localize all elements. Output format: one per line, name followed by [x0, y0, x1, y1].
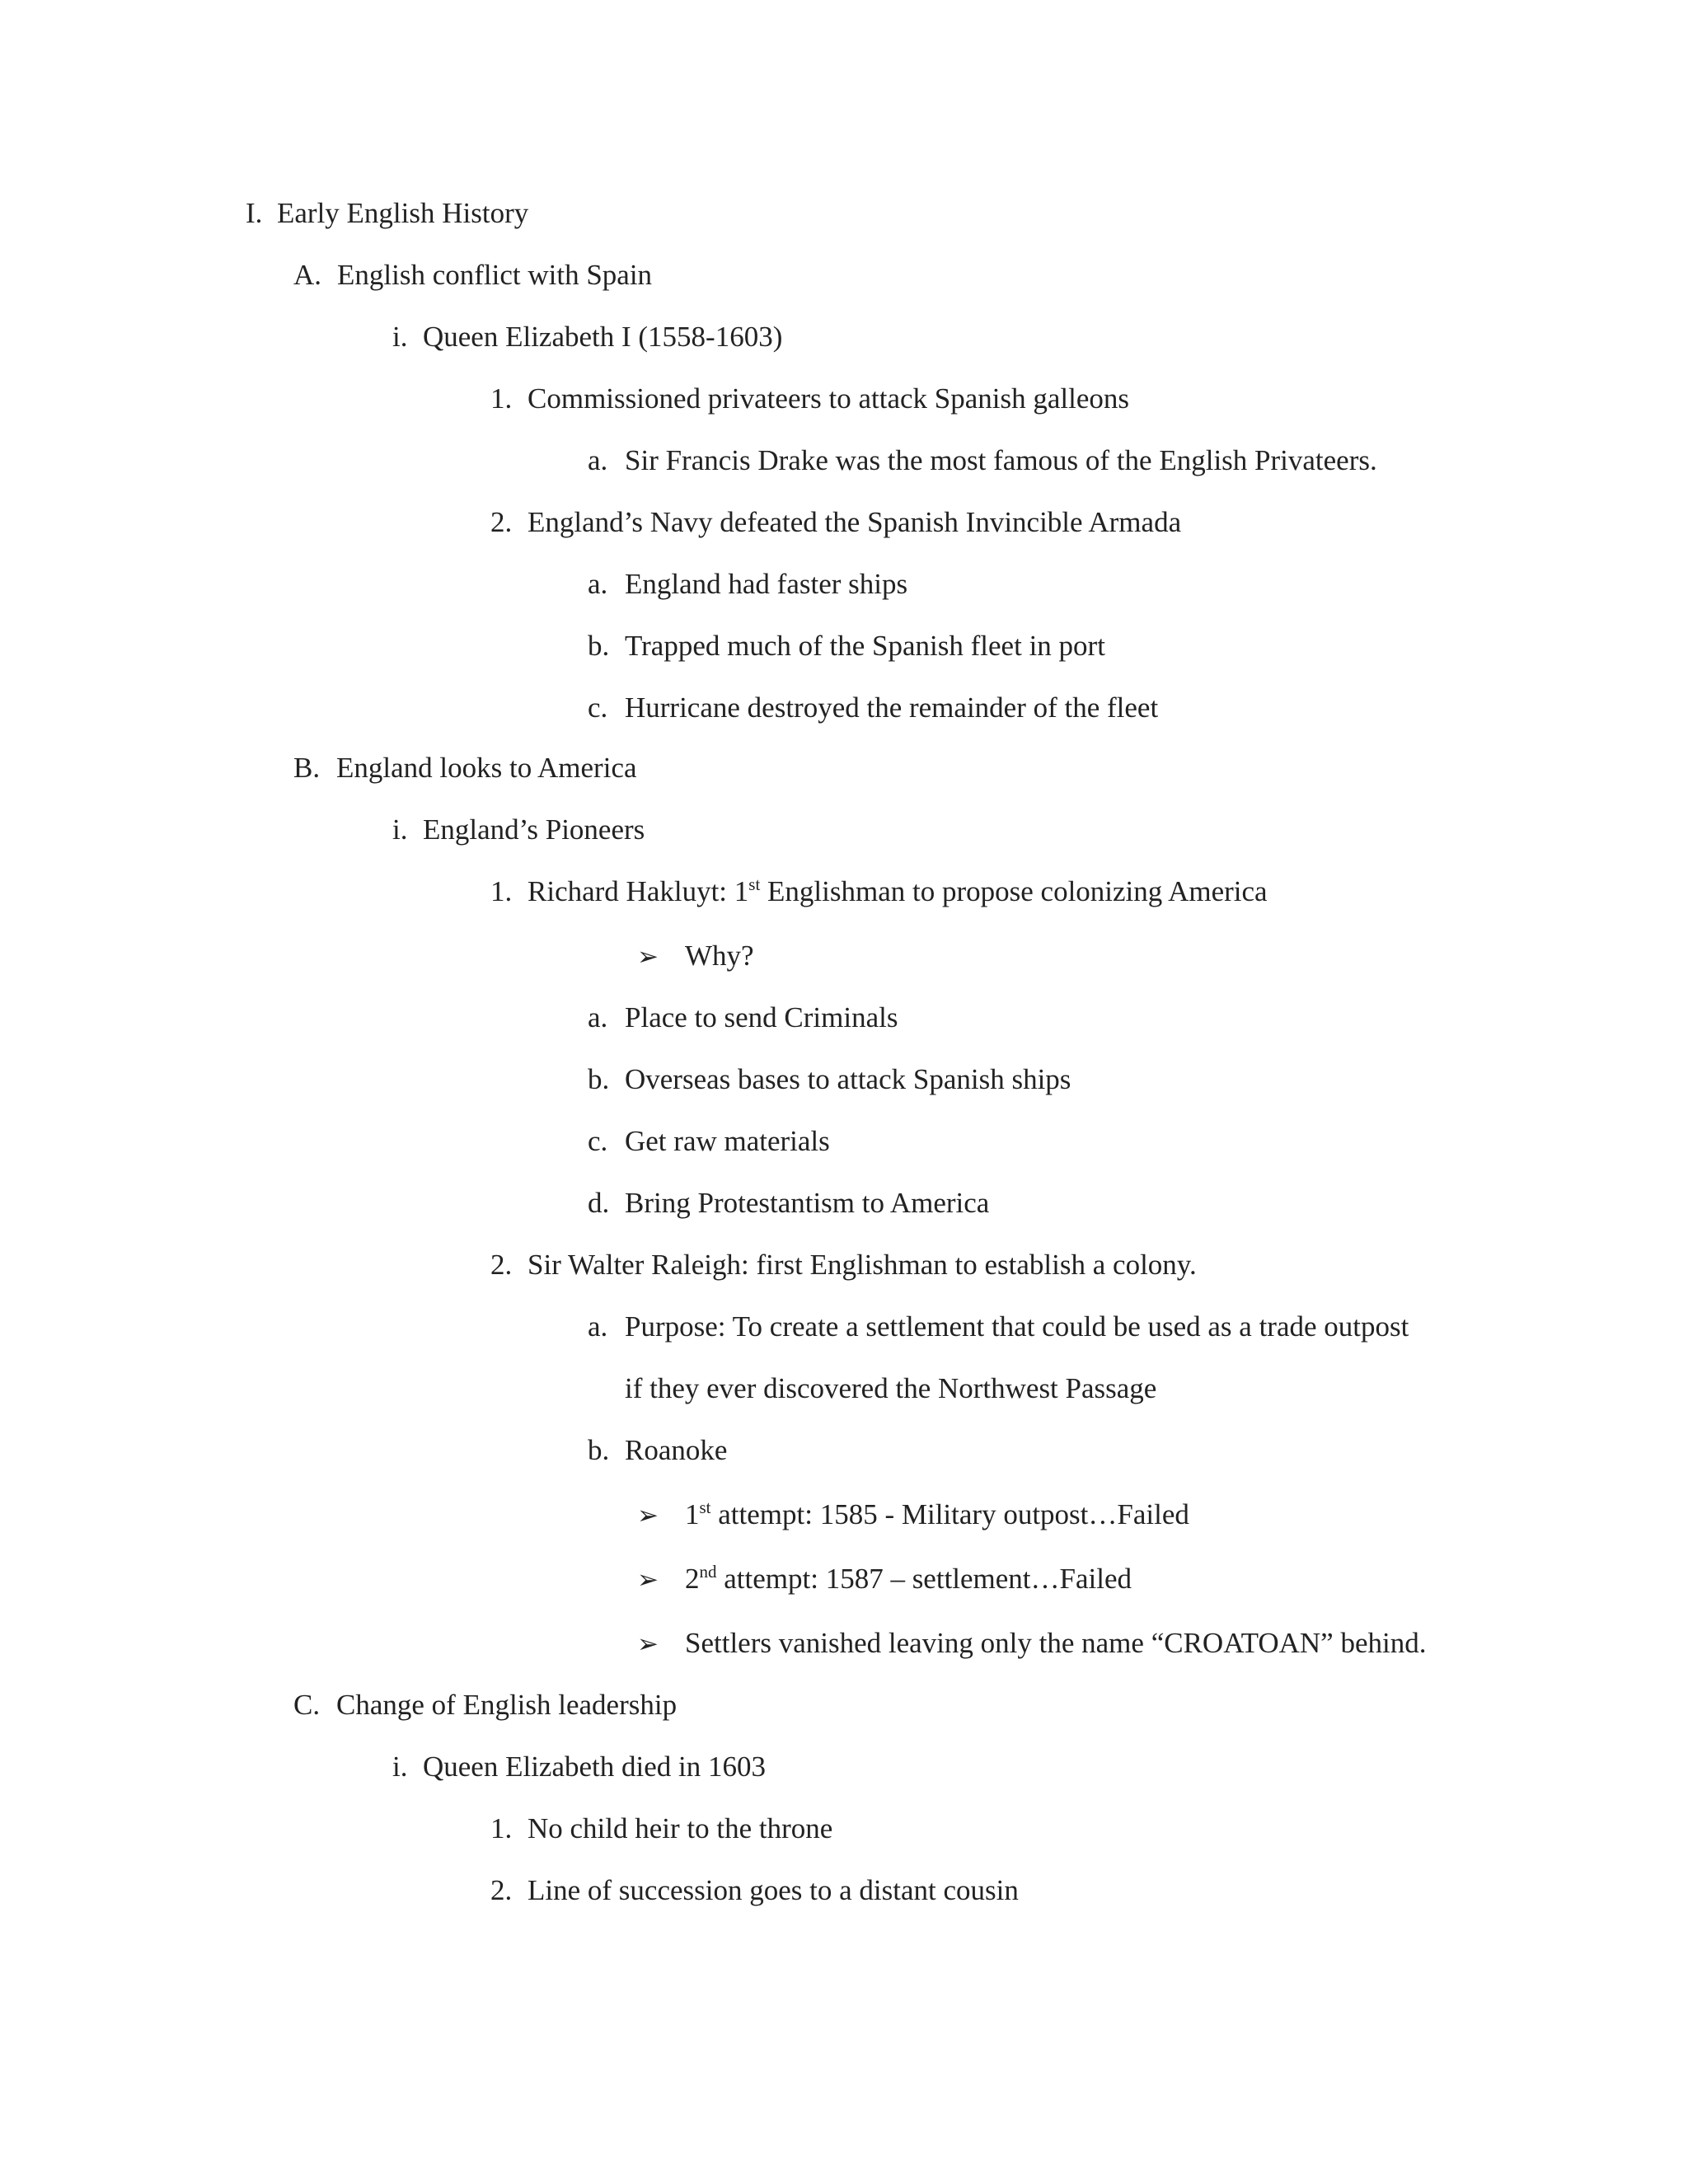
outline-item-B-i-2	[490, 1249, 1197, 1282]
outline-marker: c.	[588, 1125, 608, 1157]
outline-bullet-first-attempt	[637, 1498, 1189, 1532]
outline-marker: a.	[588, 568, 608, 600]
outline-marker: 1.	[490, 382, 513, 415]
outline-item-C-i-2	[490, 1874, 1019, 1907]
outline-item-A-i-1	[490, 382, 1129, 415]
arrow-bullet-icon: ➢	[637, 1629, 659, 1659]
outline-marker: d.	[588, 1187, 610, 1219]
outline-text: Queen Elizabeth died in 1603	[423, 1750, 766, 1783]
outline-marker: a.	[588, 1310, 608, 1343]
outline-item-B-i-1-b	[588, 1063, 1071, 1096]
outline-item-B	[293, 752, 637, 785]
arrow-bullet-icon: ➢	[637, 1501, 659, 1530]
outline-item-A-i-2-c	[588, 691, 1158, 724]
arrow-bullet-icon: ➢	[637, 942, 659, 972]
outline-marker: 1.	[490, 875, 513, 907]
outline-text: Purpose: To create a settlement that could be used as a trade outpost	[625, 1310, 1409, 1343]
outline-bullet-croatoan	[637, 1627, 1426, 1661]
outline-item-B-i-1-c	[588, 1125, 830, 1158]
outline-text: 1st attempt: 1585 - Military outpost…Failed	[685, 1497, 1189, 1530]
outline-marker: C.	[293, 1689, 321, 1721]
outline-item-B-i-1-d	[588, 1187, 989, 1220]
outline-text: Roanoke	[625, 1434, 728, 1466]
outline-item-C-i-1	[490, 1812, 832, 1845]
outline-marker: A.	[293, 259, 322, 291]
outline-text: Change of English leadership	[336, 1689, 678, 1721]
outline-marker: i.	[392, 1750, 408, 1783]
outline-text: Overseas bases to attack Spanish ships	[625, 1063, 1071, 1095]
outline-bullet-second-attempt	[637, 1563, 1132, 1596]
outline-text: Bring Protestantism to America	[625, 1187, 990, 1219]
outline-marker: 1.	[490, 1812, 513, 1844]
outline-bullet-why	[637, 940, 754, 973]
outline-item-A	[293, 259, 652, 292]
outline-item-C	[293, 1689, 677, 1722]
outline-text: England looks to America	[336, 752, 637, 784]
outline-item-B-i-2-b	[588, 1434, 727, 1467]
outline-item-B-i-2-a-continuation	[625, 1372, 1156, 1405]
outline-text: 2nd attempt: 1587 – settlement…Failed	[685, 1562, 1132, 1595]
outline-marker: b.	[588, 630, 610, 662]
outline-text: if they ever discovered the Northwest Passage	[625, 1372, 1157, 1404]
outline-text: No child heir to the throne	[528, 1812, 833, 1844]
outline-marker: I.	[246, 197, 263, 229]
outline-marker: 2.	[490, 506, 513, 538]
outline-text: England’s Pioneers	[423, 813, 645, 846]
outline-text: Place to send Criminals	[625, 1001, 898, 1033]
outline-marker: a.	[588, 1001, 608, 1033]
outline-text: English conflict with Spain	[337, 259, 653, 291]
outline-item-A-i-1-a	[588, 444, 1377, 477]
outline-item-A-i-2	[490, 506, 1181, 539]
outline-marker: b.	[588, 1434, 610, 1466]
outline-marker: c.	[588, 691, 608, 724]
outline-text: Why?	[685, 940, 754, 972]
outline-text: Settlers vanished leaving only the name “CROATOAN” behind.	[685, 1627, 1427, 1659]
outline-item-A-i	[392, 321, 782, 354]
outline-item-B-i	[392, 813, 645, 846]
outline-marker: i.	[392, 813, 408, 846]
outline-item-B-i-1-a	[588, 1001, 898, 1034]
outline-text: Trapped much of the Spanish fleet in port	[625, 630, 1105, 662]
outline-text: Sir Francis Drake was the most famous of the English Privateers.	[625, 444, 1377, 476]
outline-item-I	[246, 197, 528, 230]
outline-marker: 2.	[490, 1249, 513, 1281]
outline-text: England had faster ships	[625, 568, 908, 600]
outline-item-C-i	[392, 1750, 766, 1783]
outline-item-B-i-2-a	[588, 1310, 1409, 1343]
outline-text: Sir Walter Raleigh: first Englishman to establish a colony.	[528, 1249, 1197, 1281]
outline-text: Early English History	[277, 197, 529, 229]
outline-marker: i.	[392, 321, 408, 353]
outline-text: Richard Hakluyt: 1st Englishman to propose colonizing America	[528, 874, 1268, 907]
outline-text: Get raw materials	[625, 1125, 830, 1157]
outline-marker: b.	[588, 1063, 610, 1095]
outline-text: Commissioned privateers to attack Spanish galleons	[528, 382, 1130, 415]
outline-text: Hurricane destroyed the remainder of the fleet	[625, 691, 1159, 724]
arrow-bullet-icon: ➢	[637, 1565, 659, 1595]
outline-item-A-i-2-a	[588, 568, 907, 601]
outline-text: England’s Navy defeated the Spanish Invincible Armada	[528, 506, 1182, 538]
outline-marker: 2.	[490, 1874, 513, 1906]
outline-text: Queen Elizabeth I (1558-1603)	[423, 321, 783, 353]
outline-item-A-i-2-b	[588, 630, 1105, 663]
outline-marker: a.	[588, 444, 608, 476]
outline-marker: B.	[293, 752, 321, 784]
outline-text: Line of succession goes to a distant cousin	[528, 1874, 1019, 1906]
outline-item-B-i-1	[490, 875, 1268, 908]
